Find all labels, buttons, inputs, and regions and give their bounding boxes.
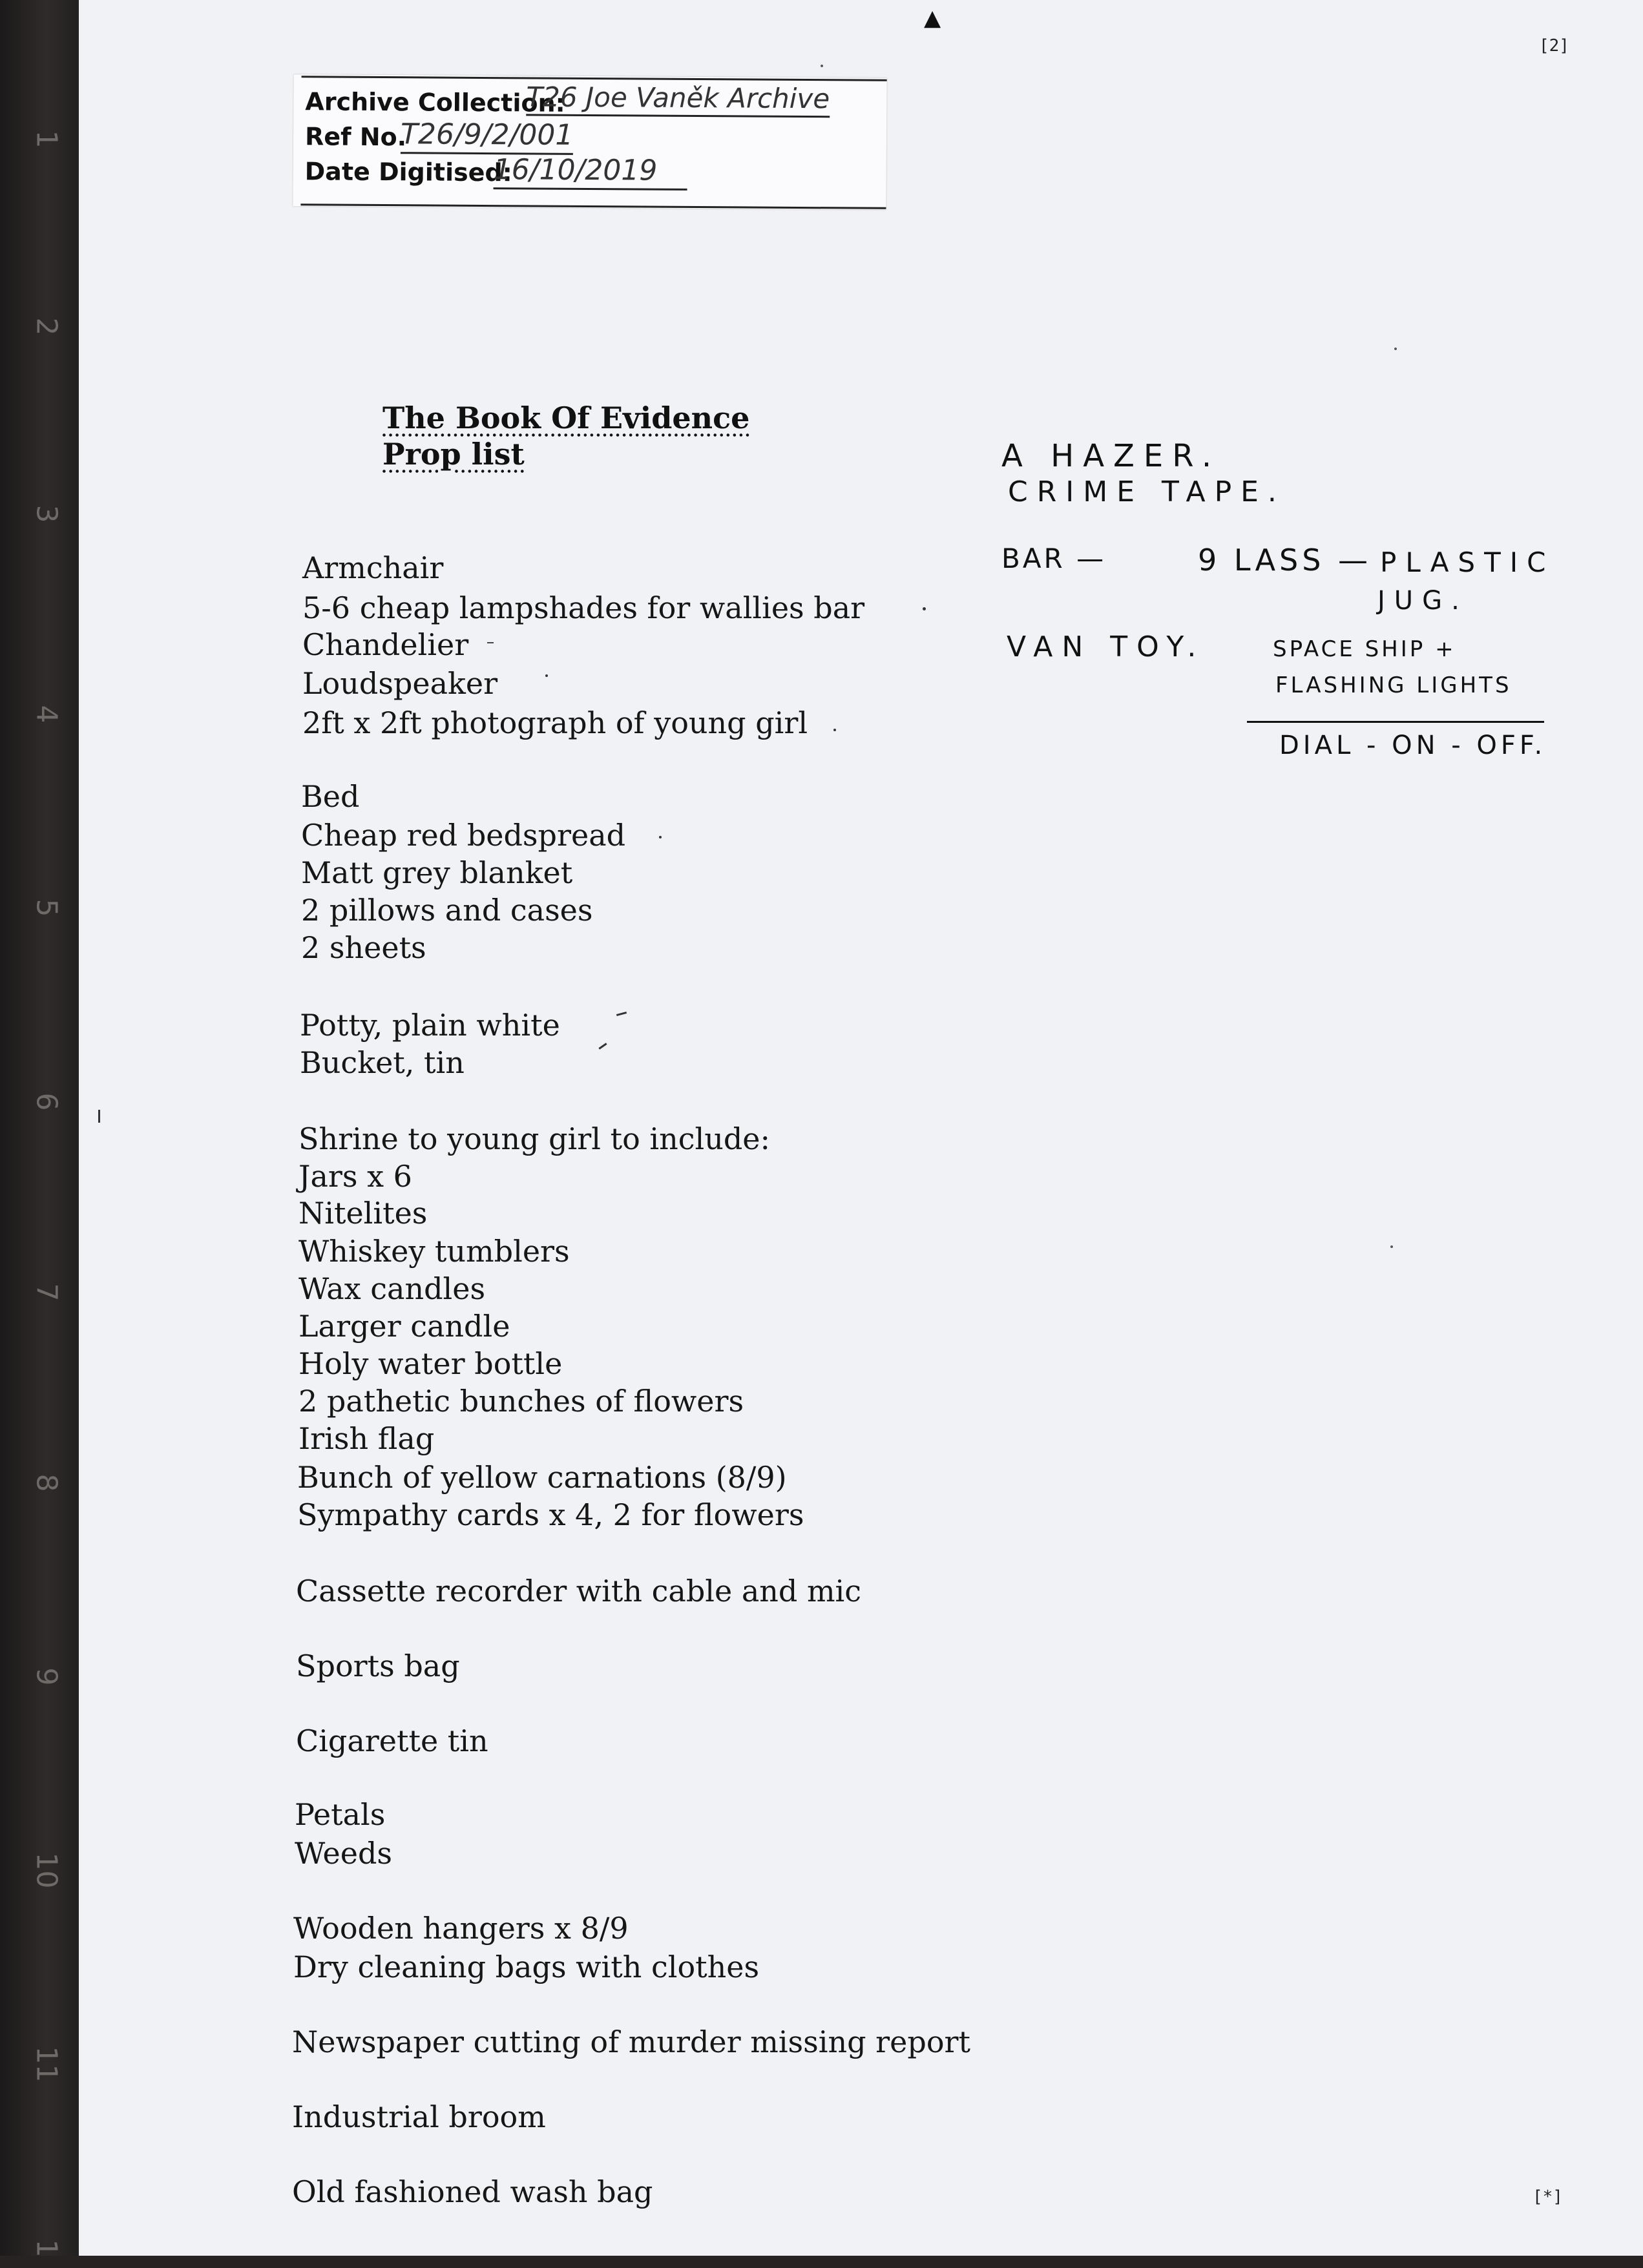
tick-mark: [833, 729, 836, 731]
handwritten-rule: [1247, 721, 1544, 723]
ref-no-label: Ref No.: [304, 122, 407, 152]
ruler-number: 7: [30, 1283, 63, 1302]
archive-label: [293, 74, 886, 210]
prop-item: Holy water bottle: [298, 1346, 563, 1381]
date-digitised-value: 16/10/2019: [494, 153, 687, 191]
prop-item: Matt grey blanket: [301, 855, 573, 890]
prop-item: Dry cleaning bags with clothes: [293, 1950, 760, 1984]
archive-collection-label: Archive Collection:: [305, 87, 565, 118]
tick-mark: [659, 836, 662, 838]
ref-no-value: T26/9/2/001: [401, 118, 574, 155]
document-subtitle: Prop list: [382, 437, 525, 472]
prop-item: Industrial broom: [292, 2099, 546, 2134]
ruler-number: 10: [30, 1852, 63, 1889]
prop-item: Whiskey tumblers: [298, 1234, 570, 1269]
archive-collection-value: T26 Joe Vaněk Archive: [526, 81, 830, 118]
handwritten-note: A HAZER.: [1001, 438, 1221, 474]
tick-mark: [487, 642, 494, 643]
ruler-number: 1: [30, 130, 63, 149]
prop-item: Newspaper cutting of murder missing report: [292, 2024, 971, 2059]
prop-item: Sports bag: [296, 1649, 460, 1683]
handwritten-note: DIAL - ON - OFF.: [1279, 731, 1547, 760]
ruler-number: 2: [30, 317, 63, 336]
paper-speck: [1394, 348, 1397, 350]
prop-item: 2 pathetic bunches of flowers: [298, 1384, 744, 1419]
ruler-number: 4: [30, 705, 63, 723]
prop-item: Cigarette tin: [296, 1723, 488, 1758]
handwritten-note: CRIME TAPE.: [1008, 475, 1286, 508]
page-number-mark: [2]: [1539, 36, 1569, 56]
prop-item: Weeds: [295, 1836, 393, 1871]
prop-item: Sympathy cards x 4, 2 for flowers: [297, 1497, 804, 1532]
handwritten-note: BAR —: [1001, 543, 1107, 574]
top-arrow-icon: ▲: [924, 5, 941, 31]
tick-mark: [545, 674, 548, 677]
ruler-number: 1: [30, 2239, 63, 2258]
ruler-number: 8: [30, 1473, 63, 1492]
prop-item: Larger candle: [298, 1309, 510, 1344]
ruler-number: 11: [30, 2046, 63, 2083]
prop-item: Irish flag: [298, 1421, 435, 1456]
prop-item: Wooden hangers x 8/9: [293, 1911, 629, 1946]
measuring-ruler: [0, 0, 78, 2256]
handwritten-note: VAN TOY.: [1007, 630, 1206, 663]
prop-item: Chandelier: [302, 627, 469, 662]
document-title: The Book Of Evidence: [382, 401, 750, 435]
prop-item: Bed: [301, 779, 360, 814]
prop-item: Loudspeaker: [302, 666, 498, 701]
prop-item: Petals: [295, 1797, 386, 1832]
ruler-number: 6: [30, 1092, 63, 1111]
handwritten-note: JUG.: [1377, 586, 1469, 616]
check-mark-icon: [598, 1043, 607, 1049]
prop-item: Jars x 6: [298, 1159, 412, 1194]
document-page: [79, 0, 1643, 2256]
label-bottom-rule: [300, 203, 886, 209]
tick-mark: [616, 1012, 627, 1016]
handwritten-note: SPACE SHIP +: [1273, 636, 1456, 662]
prop-item: Armchair: [302, 550, 444, 585]
label-top-rule: [302, 76, 887, 81]
paper-speck: [1390, 1245, 1393, 1248]
prop-item: 2 pillows and cases: [301, 893, 593, 928]
date-digitised-label: Date Digitised:: [304, 157, 512, 187]
prop-item: Old fashioned wash bag: [292, 2174, 653, 2209]
prop-item: Bucket, tin: [300, 1045, 465, 1080]
prop-item: Potty, plain white: [300, 1008, 560, 1043]
tick-mark: [923, 607, 926, 610]
ruler-number: 5: [30, 899, 63, 917]
ruler-number: 9: [30, 1667, 63, 1686]
handwritten-note: 9 LASS —: [1198, 543, 1372, 577]
prop-item: 2ft x 2ft photograph of young girl: [302, 705, 808, 740]
margin-mark: [98, 1110, 100, 1123]
prop-item: 2 sheets: [301, 930, 426, 965]
paper-speck: [821, 65, 823, 67]
handwritten-note: PLASTIC: [1380, 546, 1555, 578]
prop-item: Wax candles: [298, 1271, 486, 1306]
handwritten-note: FLASHING LIGHTS: [1275, 672, 1512, 698]
prop-item: Shrine to young girl to include:: [298, 1121, 771, 1156]
prop-item: 5-6 cheap lampshades for wallies bar: [302, 590, 865, 625]
prop-item: Nitelites: [298, 1196, 428, 1231]
prop-item: Cheap red bedspread: [301, 818, 626, 853]
ruler-number: 3: [30, 505, 63, 523]
page-footer-mark: [*]: [1533, 2187, 1563, 2207]
prop-item: Cassette recorder with cable and mic: [296, 1574, 862, 1608]
prop-item: Bunch of yellow carnations (8/9): [297, 1460, 787, 1495]
